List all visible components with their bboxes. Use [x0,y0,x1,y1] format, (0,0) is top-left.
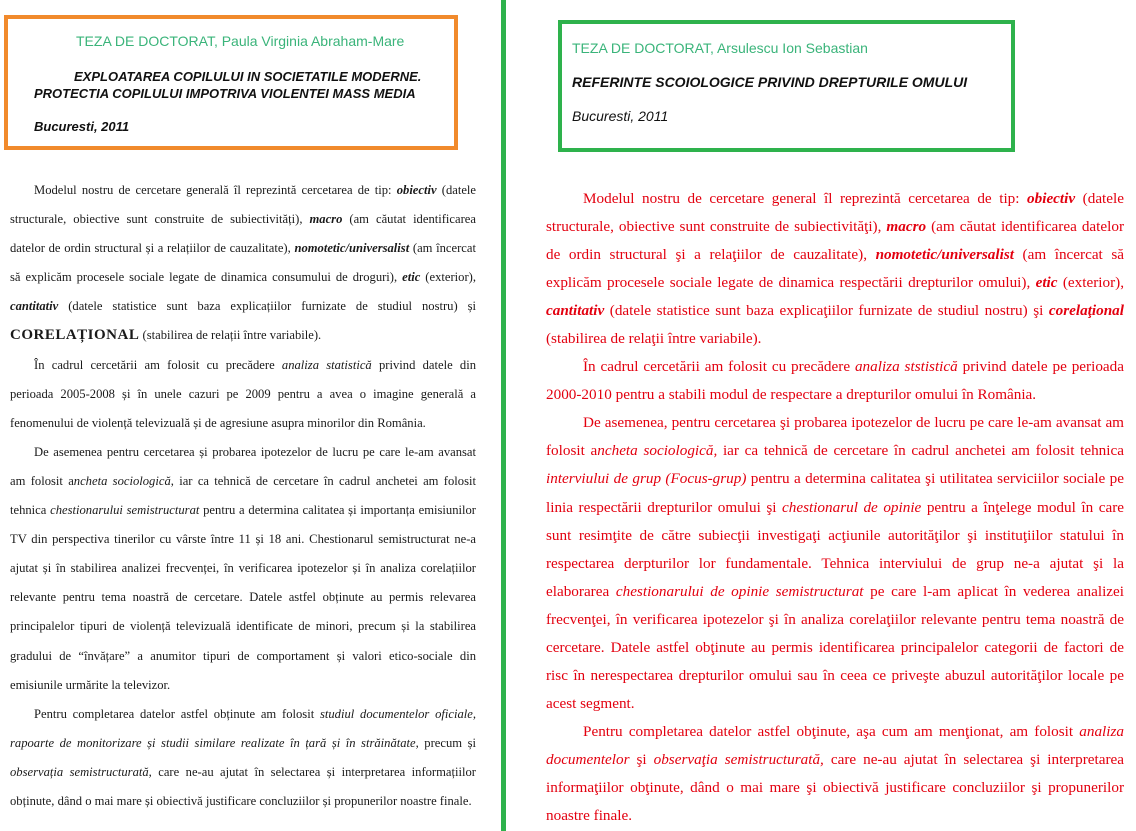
left-city: Bucuresti, 2011 [34,119,130,134]
right-city: Bucuresti, 2011 [572,108,669,124]
right-paragraph-2: În cadrul cercetării am folosit cu precădere analiza ststistică privind datele pe perioada 2000-2010 pentru a stabili modul de respectare a drepturilor omului în România. [546,358,1124,404]
right-paragraph-1: Modelul nostru de cercetare general îl reprezintă cercetarea de tip: obiectiv (datele structurale, obiective sunt construite de subiectivităţi), macro (am căutat identificarea datelor de ordin structural şi a relaţiilor de cauzalitate), nomotetic/universalist (am încercat să explicăm procesele sociale legate de dinamica respectării drepturilor omului), etic (exterior), cantitativ (datele statistice sunt baza explicaţiilor furnizate de studiul nostru) şi corelaţional (stabilirea de relaţii între variabile). [546,190,1125,348]
left-header-box [4,15,458,150]
left-title-line1: EXPLOATAREA COPILULUI IN SOCIETATILE MODERNE. [74,69,422,84]
left-author: TEZA DE DOCTORAT, Paula Virginia Abraham-Mare [76,33,405,49]
right-title: REFERINTE SCOIOLOGICE PRIVIND DREPTURILE OMULUI [572,74,968,90]
left-paragraph-1: Modelul nostru de cercetare generală îl reprezintă cercetarea de tip: obiectiv (datele structurale, obiective sunt construite de subiectivități), macro (am căutat identificarea datelor de ordin structural și a relațiilor de cauzalitate), nomotetic/universalist (am încercat să explicăm procesele sociale legate de dinamica consumului de droguri), etic (exterior), cantitativ (datele statistice sunt baza explicațiilor furnizate de studiul nostru) și CORELAȚIONAL (stabilirea de relații între variabile). [10,183,477,344]
left-body [10,176,476,816]
right-header-box [558,20,1015,152]
right-paragraph-4: Pentru completarea datelor astfel obţinute, aşa cum am menţionat, am folosit analiza documentelor şi observaţia semistructurată, care ne-au ajutat în selectarea şi interpretarea informaţiilor obţinute, dând o mai mare şi obiectivă justificare concluziilor şi propunerilor noastre finale. [546,722,1124,825]
right-paragraph-3: De asemenea, pentru cercetarea şi probarea ipotezelor de lucru pe care le-am avansat am folosit ancheta sociologică, iar ca tehnică de cercetare în cadrul anchetei am folosit tehnica interviului de grup (Focus-grup) pentru a determina calitatea şi utilitatea serviciilor sociale pe linia respectării drepturilor omului şi chestionarul de opinie pentru a înţelege modul în care sunt resimţite de către subiecţii investigaţi acţiunile autorităţilor şi instituţiilor statului în respectarea derpturilor lor fundamentale. Tehnica interviului de grup ne-a ajutat şi la elaborarea chestionarului de opinie semistructurat pe care l-am aplicat în vederea analizei frecvenţei, în verificarea ipotezelor şi în analiza corelaţiilor relevante pentru tema noastră de cercetare. Datele astfel obţinute au permis identificarea principalelor categorii de factori de risc în nerespectarea drepturilor omului sau în ceea ce priveşte abuzul autorităţilor locale pe acest segment. [546,414,1125,712]
column-divider [501,0,506,831]
left-paragraph-3: De asemenea pentru cercetarea și probarea ipotezelor de lucru pe care le-am avansat am folosit ancheta sociologică, iar ca tehnică de cercetare în cadrul anchetei am folosit tehnica chestionarului semistructurat pentru a determina calitatea și importanța emisiunilor TV din perspectiva tinerilor cu vârste între 11 și 18 ani. Chestionarul semistructurat ne-a ajutat și în stabilirea analizei frecvenței, în verificarea ipotezelor și în analiza corelațiilor relevante pentru tema noastră de cercetare. Datele astfel obținute au permis relevarea principalelor tipuri de violență televizuală identificate de minori, precum și la stabilirea gradului de “învățare” a anumitor tipuri de comportament și valori etico-sociale din emisiunile urmărite la televizor. [10,444,477,692]
right-body [546,185,1124,830]
right-author: TEZA DE DOCTORAT, Arsulescu Ion Sebastian [572,40,868,56]
left-title [34,68,444,102]
left-paragraph-4: Pentru completarea datelor astfel obținute am folosit studiul documentelor oficiale, rapoarte de monitorizare și studii similare realizate în țară și în străinătate, precum și observația semistructurată, care ne-au ajutat în selectarea și interpretarea informațiilor obținute, dând o mai mare și obiectivă justificare concluziilor și propunerilor noastre finale. [10,706,477,808]
left-title-line2: PROTECTIA COPILULUI IMPOTRIVA VIOLENTEI MASS MEDIA [34,86,416,101]
left-paragraph-2: În cadrul cercetării am folosit cu precădere analiza statistică privind datele din perioada 2005-2008 și în unele cazuri pe 2009 pentru a avea o imagine generală a fenomenului de violență televizuală și de agresiune asupra minorilor din România. [10,357,477,430]
